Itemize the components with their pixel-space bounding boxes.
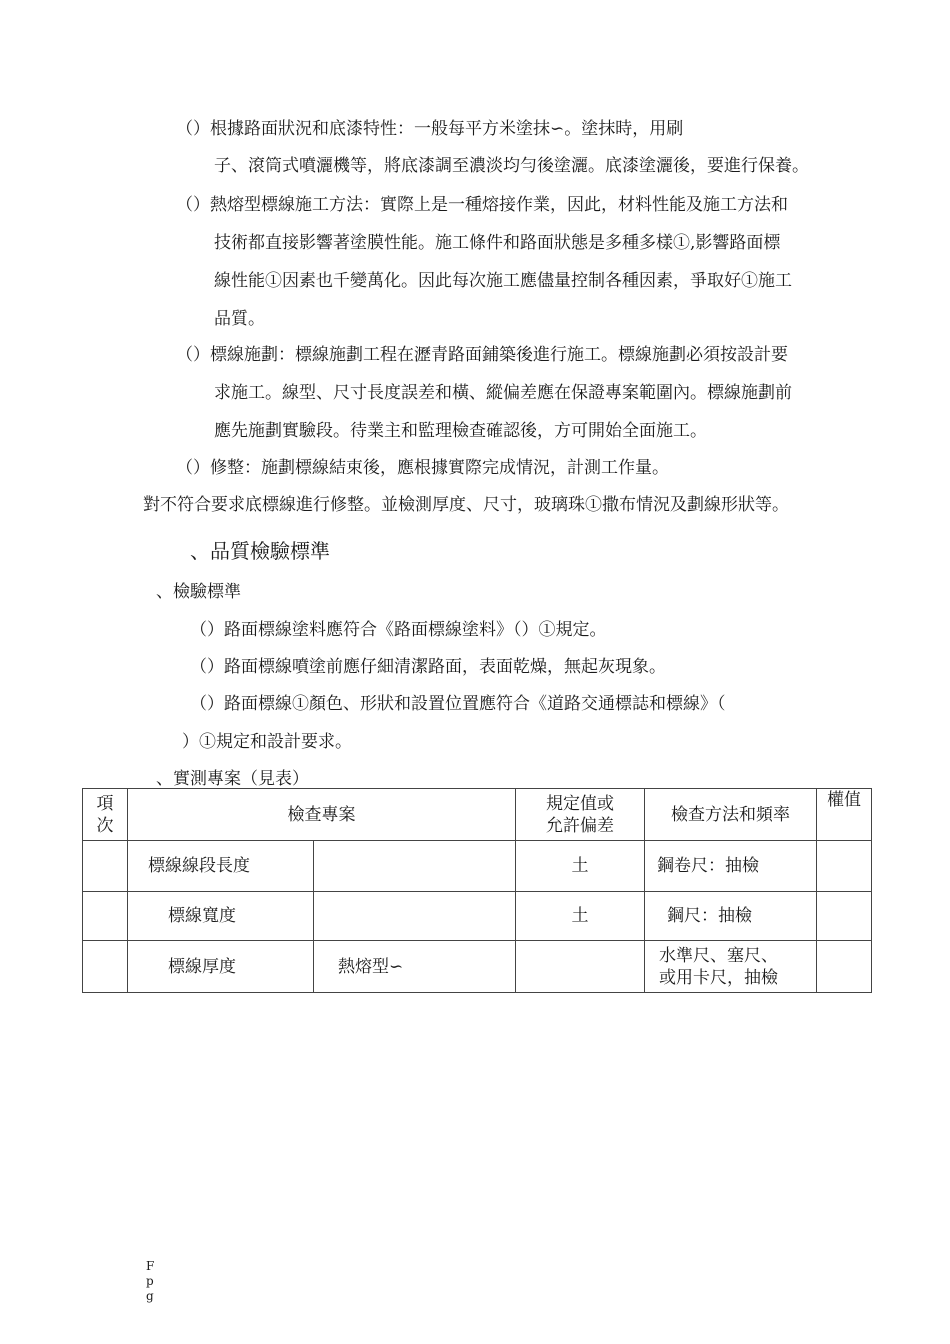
paragraph-line: （）修整：施劃標線結束後，應根據實際完成情況，計測工作量。: [176, 458, 669, 478]
cell-item: 標線線段長度: [128, 841, 314, 892]
subsection-heading: 、實測專案（見表）: [156, 769, 309, 789]
table-header-row: [83, 789, 872, 841]
paragraph-line: 技術都直接影響著塗膜性能。施工條件和路面狀態是多種多樣①,影響路面標: [214, 233, 781, 253]
cell-sub: 熱熔型∽: [314, 941, 516, 993]
cell-item: 標線寬度: [128, 892, 314, 941]
list-item: （）路面標線①顏色、形狀和設置位置應符合《道路交通標誌和標線》（: [190, 694, 726, 714]
cell-weight: [817, 892, 872, 941]
table-row: [83, 941, 872, 993]
cell-method: 水準尺、塞尺、 或用卡尺，抽檢: [645, 941, 817, 993]
header-item-no: 項 次: [83, 789, 128, 841]
header-weight: 權值: [817, 789, 872, 841]
paragraph-line: 品質。: [214, 309, 265, 329]
cell-method: 鋼尺：抽檢: [645, 892, 817, 941]
list-item: （）路面標線噴塗前應仔細清潔路面，表面乾燥，無起灰現象。: [190, 657, 666, 677]
cell-spec: 土: [516, 841, 645, 892]
table-row: [83, 892, 872, 941]
cell-spec: [516, 941, 645, 993]
cell-no: [83, 941, 128, 993]
cell-spec: 土: [516, 892, 645, 941]
list-item: （）路面標線塗料應符合《路面標線塗料》（）①規定。: [190, 620, 607, 640]
cell-weight: [817, 941, 872, 993]
cell-weight: [817, 841, 872, 892]
table-row: [83, 841, 872, 892]
paragraph-line: 對不符合要求底標線進行修整。並檢測厚度、尺寸，玻璃珠①撒布情況及劃線形狀等。: [143, 495, 789, 515]
cell-no: [83, 892, 128, 941]
footer-mark: Fpg: [146, 1259, 155, 1303]
paragraph-line: 應先施劃實驗段。待業主和監理檢查確認後，方可開始全面施工。: [214, 421, 707, 441]
cell-sub: [314, 841, 516, 892]
list-item: ）①規定和設計要求。: [182, 732, 352, 752]
section-heading: 、品質檢驗標準: [190, 539, 330, 563]
cell-sub: [314, 892, 516, 941]
header-check-item: 檢查專案: [128, 789, 516, 841]
paragraph-line: 求施工。線型、尺寸長度誤差和橫、縱偏差應在保證專案範圍內。標線施劃前: [214, 383, 792, 403]
subsection-heading: 、檢驗標準: [156, 582, 241, 602]
cell-no: [83, 841, 128, 892]
header-method: 檢查方法和頻率: [645, 789, 817, 841]
paragraph-line: （）熱熔型標線施工方法：實際上是一種熔接作業，因此，材料性能及施工方法和: [176, 195, 788, 215]
cell-method: 鋼卷尺：抽檢: [645, 841, 817, 892]
inspection-table: [82, 788, 872, 993]
paragraph-line: 線性能①因素也千變萬化。因此每次施工應儘量控制各種因素，爭取好①施工: [214, 271, 792, 291]
paragraph-line: 子、滾筒式噴灑機等，將底漆調至濃淡均勻後塗灑。底漆塗灑後，要進行保養。: [214, 156, 809, 176]
header-spec: 規定值或 允許偏差: [516, 789, 645, 841]
paragraph-line: （）根據路面狀況和底漆特性：一般每平方米塗抹∽。塗抹時，用刷: [176, 119, 684, 139]
paragraph-line: （）標線施劃：標線施劃工程在瀝青路面鋪築後進行施工。標線施劃必須按設計要: [176, 345, 788, 365]
cell-item: 標線厚度: [128, 941, 314, 993]
